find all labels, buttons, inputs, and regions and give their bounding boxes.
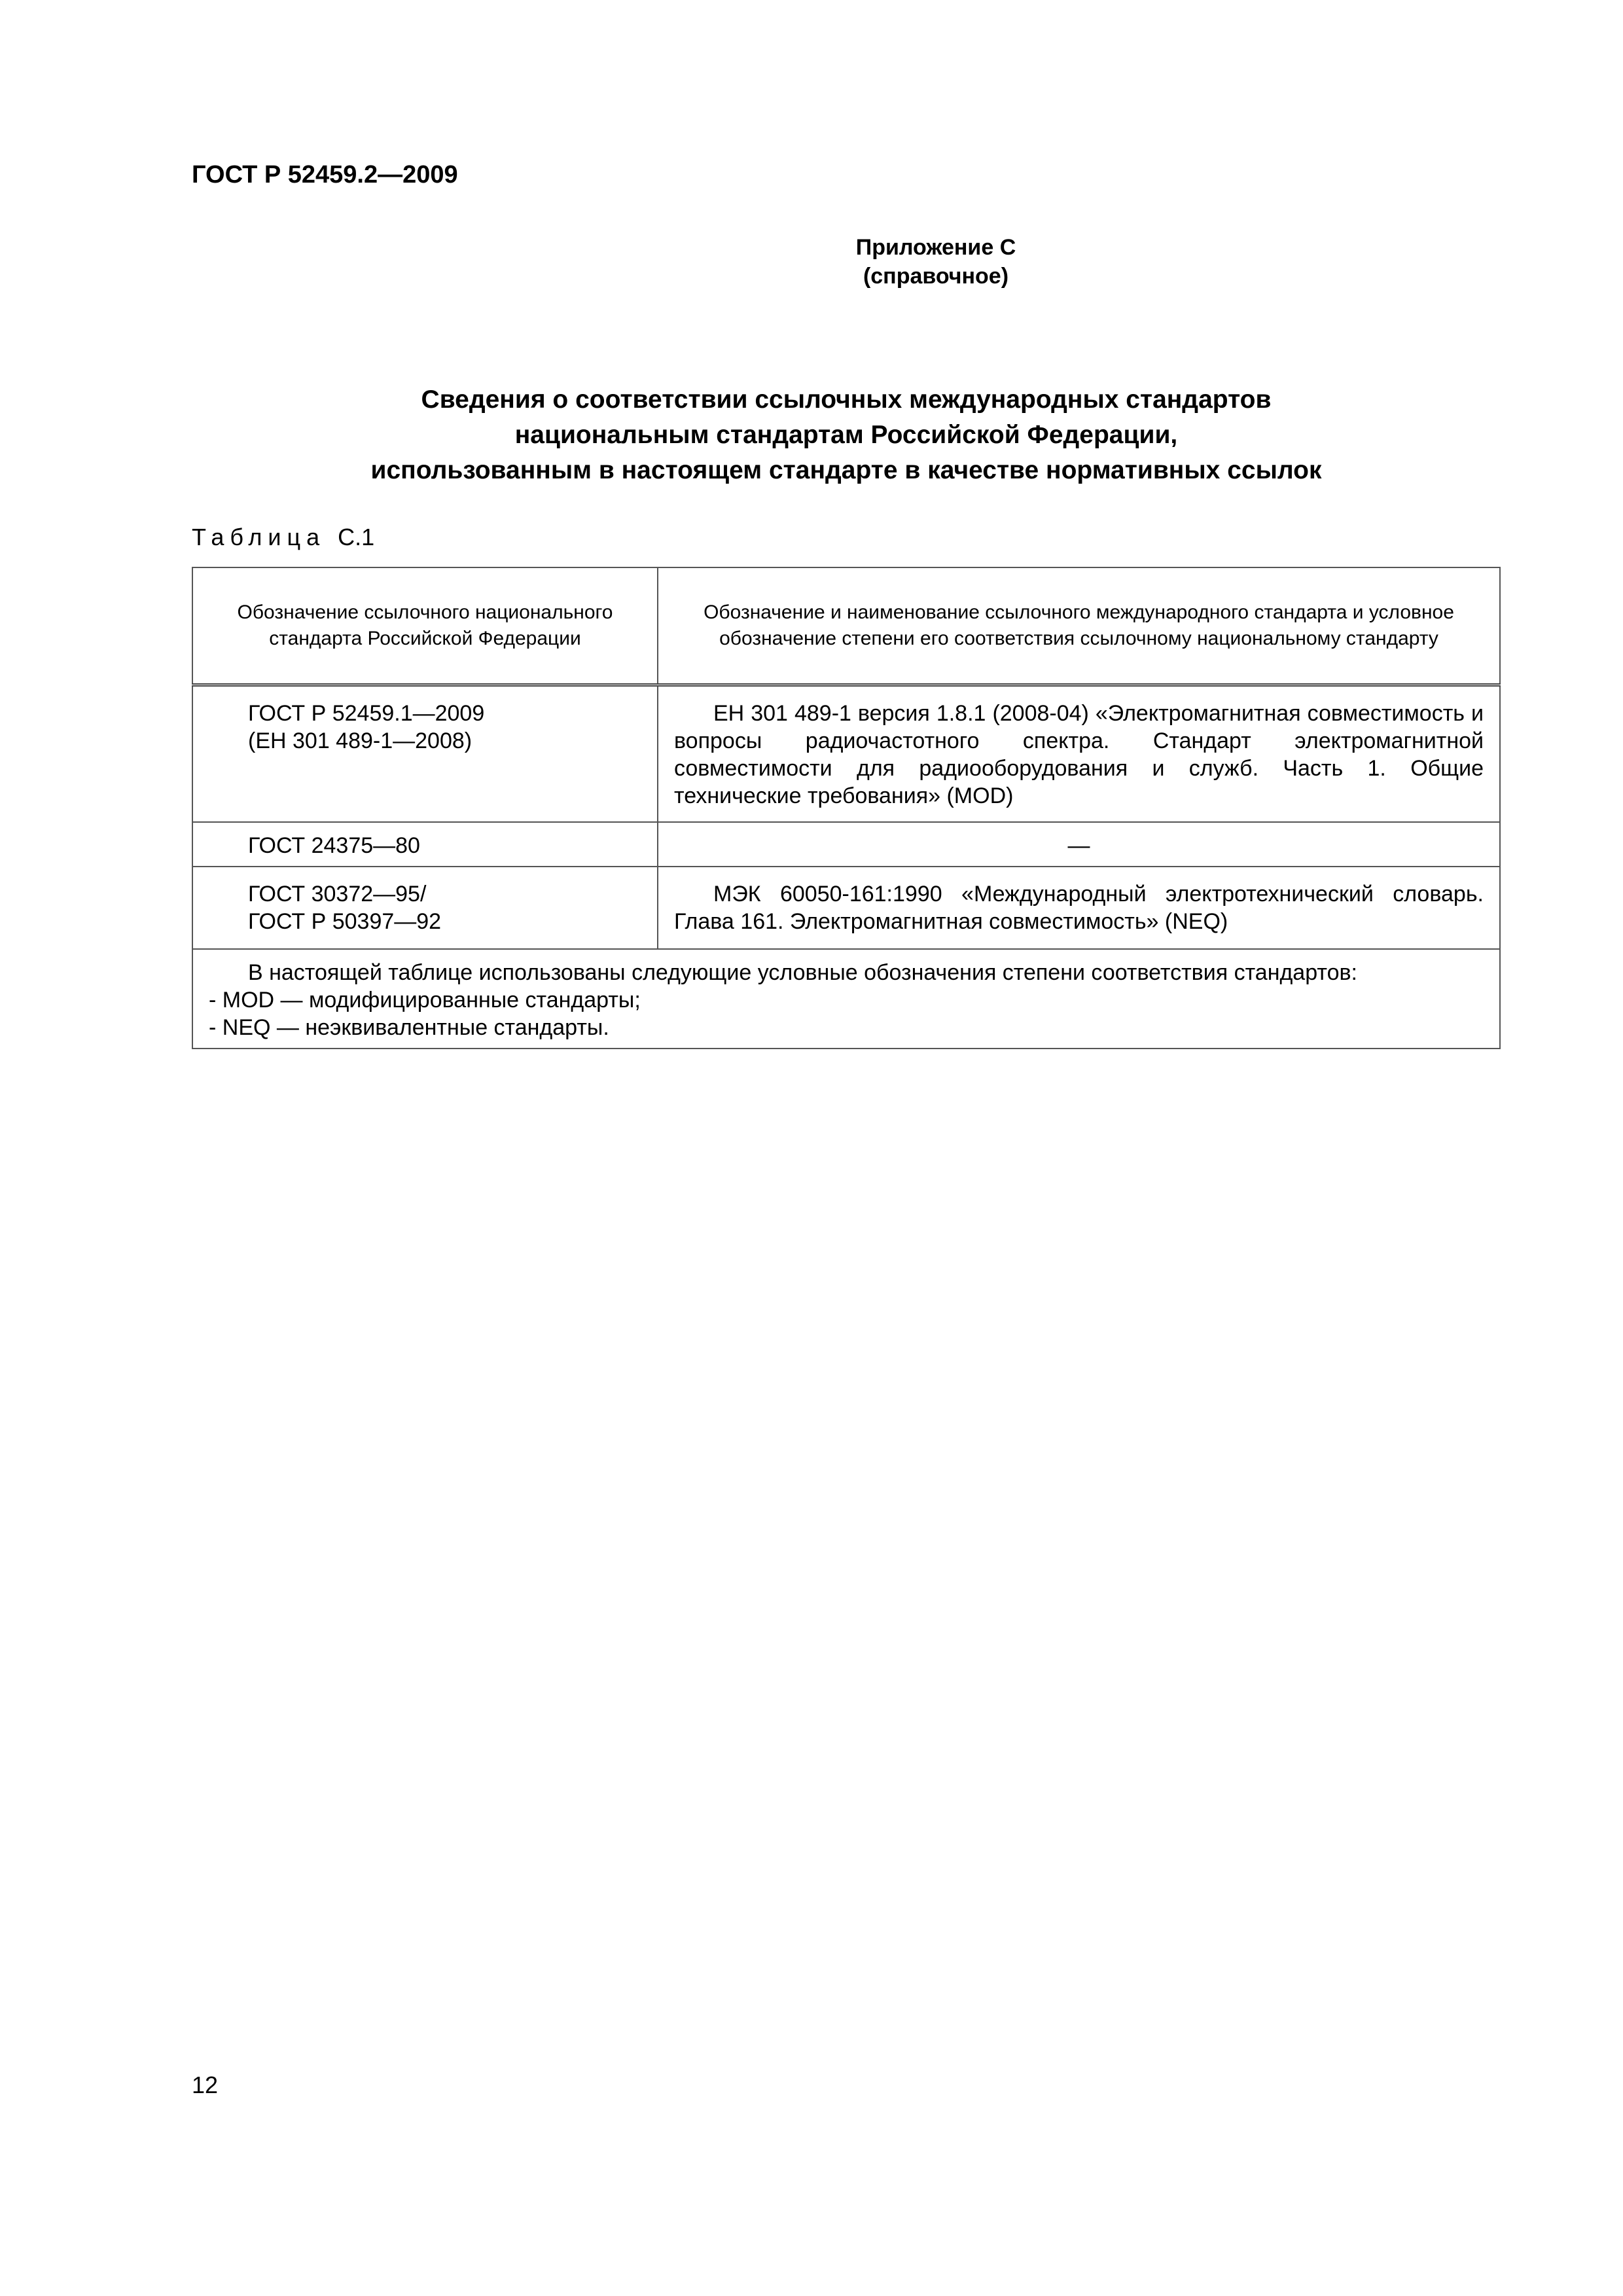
title-line-1: Сведения о соответствии ссылочных международных стандартов [421,386,1272,414]
national-standard-cell [192,685,658,823]
table-row [192,685,1500,823]
title-line-2: национальным стандартам Российской Федерации, [514,421,1178,449]
international-standard-cell: ЕН 301 489-1 версия 1.8.1 (2008-04) «Электромагнитная совместимость и вопросы радиочастотного спектра. Стандарт электромагнитной совместимости для радиооборудования и служб. Часть 1. Общие технические требования» (MOD) [658,685,1500,823]
table-row [192,867,1500,949]
table-caption [192,524,374,551]
table-notes-cell [192,949,1500,1049]
header-national-standard: Обозначение ссылочного национального стандарта Российской Федерации [192,567,658,685]
note-line: В настоящей таблице использованы следующие условные обозначения степени соответствия стандартов: [248,960,1357,985]
international-standard-cell: — [658,822,1500,867]
table-notes-row [192,949,1500,1049]
national-standard-line: ГОСТ 24375—80 [248,833,420,858]
international-standard-cell: МЭК 60050-161:1990 «Международный электротехнический словарь. Глава 161. Электромагнитная совместимость» (NEQ) [658,867,1500,949]
section-title [192,382,1501,488]
national-standard-line: ГОСТ Р 50397—92 [248,909,442,934]
note-line: - MOD — модифицированные стандарты; [209,988,641,1013]
reference-table [192,567,1501,1049]
appendix-type: (справочное) [863,264,1009,289]
table-caption-number: С.1 [338,524,375,550]
table-header-row [192,567,1500,685]
page-number: 12 [192,2072,219,2098]
title-line-3: использованным в настоящем стандарте в качестве нормативных ссылок [370,456,1322,484]
national-standard-line: (ЕН 301 489-1—2008) [248,728,473,753]
national-standard-cell [192,867,658,949]
appendix-heading [740,233,1132,291]
table-row [192,822,1500,867]
table-caption-word: Таблица [192,524,326,550]
national-standard-cell [192,822,658,867]
national-standard-line: ГОСТ Р 52459.1—2009 [248,701,485,726]
document-code: ГОСТ Р 52459.2—2009 [192,161,458,188]
note-line: - NEQ — неэквивалентные стандарты. [209,1015,609,1040]
header-international-standard: Обозначение и наименование ссылочного международного стандарта и условное обозначение степени его соответствия ссылочному национальному стандарту [658,567,1500,685]
national-standard-line: ГОСТ 30372—95/ [248,882,427,906]
appendix-label: Приложение С [855,235,1016,260]
